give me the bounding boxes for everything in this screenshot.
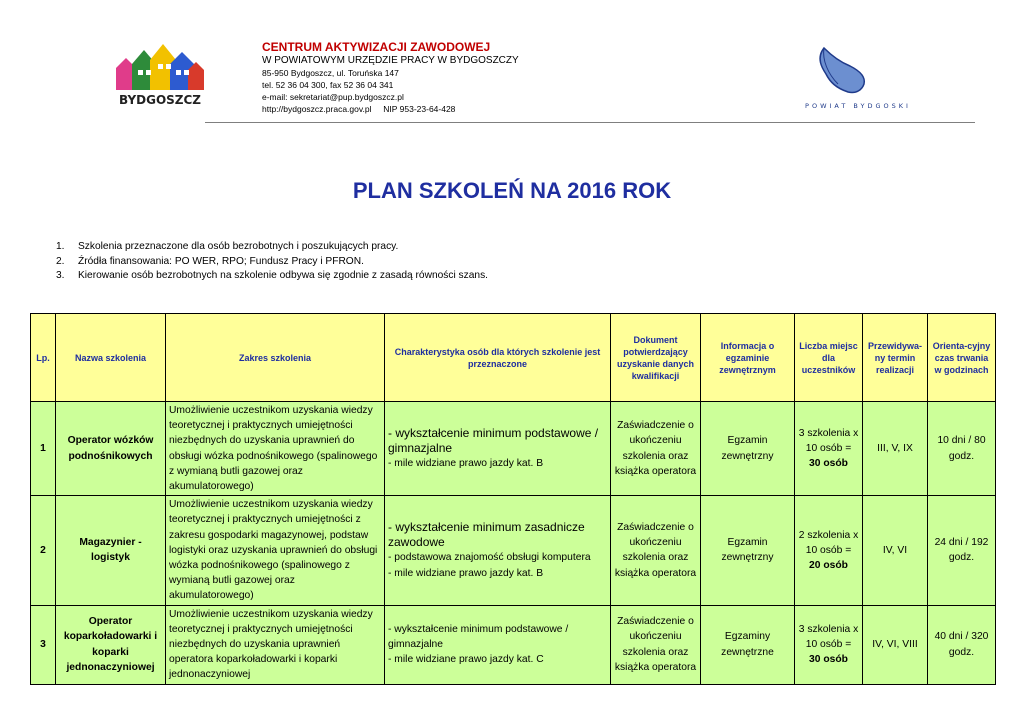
cell-term: III, V, IX <box>863 402 928 496</box>
cell-term: IV, VI, VIII <box>863 605 928 684</box>
notes-list <box>56 240 488 284</box>
cell-characteristic: - wykształcenie minimum zasadnicze zawodowe - podstawowa znajomość obsługi komputera - mile widziane prawo jazdy kat. B <box>385 496 611 605</box>
col-header-scope: Zakres szkolenia <box>166 314 385 402</box>
col-header-duration: Orienta-cyjny czas trwania w godzinach <box>928 314 996 402</box>
svg-text:POWIAT BYDGOSKI: POWIAT BYDGOSKI <box>805 102 911 110</box>
cell-lp: 1 <box>31 402 56 496</box>
cell-document: Zaświadczenie o ukończeniu szkolenia oraz książka operatora <box>611 605 701 684</box>
col-header-places: Liczba miejsc dla uczestników <box>795 314 863 402</box>
col-header-term: Przewidywa-ny termin realizacji <box>863 314 928 402</box>
org-phone: tel. 52 36 04 300, fax 52 36 04 341 <box>262 80 394 90</box>
cell-document: Zaświadczenie o ukończeniu szkolenia oraz książka operatora <box>611 496 701 605</box>
cell-characteristic: - wykształcenie minimum podstawowe / gimnazjalne - mile widziane prawo jazdy kat. C <box>385 605 611 684</box>
table-row <box>31 605 996 684</box>
powiat-logo <box>792 44 922 116</box>
cell-lp: 3 <box>31 605 56 684</box>
table-row <box>31 496 996 605</box>
cell-scope: Umożliwienie uczestnikom uzyskania wiedzy teoretycznej i praktycznych umiejętności z zakresu gospodarki magazynowej, podstaw logistyki oraz uzyskania uprawnień do obsługi wózka podnośnikowego (spalinowego z wymianą butli gazowej oraz akumulatorowego) <box>166 496 385 605</box>
cell-document: Zaświadczenie o ukończeniu szkolenia oraz książka operatora <box>611 402 701 496</box>
cell-duration: 24 dni / 192 godz. <box>928 496 996 605</box>
col-header-characteristic: Charakterystyka osób dla których szkolenie jest przeznaczone <box>385 314 611 402</box>
org-email: e-mail: sekretariat@pup.bydgoszcz.pl <box>262 92 404 102</box>
cell-name: Operator wózków podnośnikowych <box>56 402 166 496</box>
header-divider <box>205 122 975 123</box>
col-header-lp: Lp. <box>31 314 56 402</box>
cell-duration: 10 dni / 80 godz. <box>928 402 996 496</box>
org-subtitle: W POWIATOWYM URZĘDZIE PRACY W BYDGOSZCZY <box>262 55 519 66</box>
cell-scope: Umożliwienie uczestnikom uzyskania wiedzy teoretycznej i praktycznych umiejętności niezbędnych do uzyskania uprawnień do obsługi wózka podnośnikowego (spalinowego z wymianą butli gazowej oraz akumulatorowego) <box>166 402 385 496</box>
training-plan-table <box>30 313 996 685</box>
table-row <box>31 402 996 496</box>
page-title: PLAN SZKOLEŃ NA 2016 ROK <box>352 178 672 203</box>
col-header-exam: Informacja o egzaminie zewnętrznym <box>701 314 795 402</box>
col-header-name: Nazwa szkolenia <box>56 314 166 402</box>
cell-name: Magazynier - logistyk <box>56 496 166 605</box>
org-web: http://bydgoszcz.praca.gov.pl NIP 953-23-64-428 <box>262 104 456 114</box>
cell-exam: Egzamin zewnętrzny <box>701 496 795 605</box>
bydgoszcz-logo <box>108 40 213 110</box>
cell-duration: 40 dni / 320 godz. <box>928 605 996 684</box>
svg-text:BYDGOSZCZ: BYDGOSZCZ <box>118 93 202 107</box>
org-address: 85-950 Bydgoszcz, ul. Toruńska 147 <box>262 68 399 78</box>
list-item: 3. Kierowanie osób bezrobotnych na szkolenie odbywa się zgodnie z zasadą równości szans. <box>56 270 489 281</box>
cell-characteristic: - wykształcenie minimum podstawowe / gimnazjalne - mile widziane prawo jazdy kat. B <box>385 402 611 496</box>
cell-name: Operator koparkoładowarki i koparki jednonaczyniowej <box>56 605 166 684</box>
col-header-document: Dokument potwierdzający uzyskanie danych kwalifikacji <box>611 314 701 402</box>
cell-scope: Umożliwienie uczestnikom uzyskania wiedzy teoretycznej i praktycznych umiejętności niezbędnych do uzyskania uprawnień operatora koparkoładowarki i koparki jednonaczyniowej <box>166 605 385 684</box>
list-item: 2. Źródła finansowania: PO WER, RPO; Fundusz Pracy i PFRON. <box>56 255 364 267</box>
cell-places: 3 szkolenia x 10 osób = 30 osób <box>795 605 863 684</box>
table-header-row <box>31 314 996 402</box>
cell-exam: Egzamin zewnętrzny <box>701 402 795 496</box>
org-name: CENTRUM AKTYWIZACJI ZAWODOWEJ <box>262 40 491 54</box>
list-item: 1. Szkolenia przeznaczone dla osób bezrobotnych i poszukujących pracy. <box>56 241 399 252</box>
cell-places: 2 szkolenia x 10 osób = 20 osób <box>795 496 863 605</box>
organization-header <box>262 40 732 115</box>
cell-places: 3 szkolenia x 10 osób = 30 osób <box>795 402 863 496</box>
cell-term: IV, VI <box>863 496 928 605</box>
cell-exam: Egzaminy zewnętrzne <box>701 605 795 684</box>
cell-lp: 2 <box>31 496 56 605</box>
